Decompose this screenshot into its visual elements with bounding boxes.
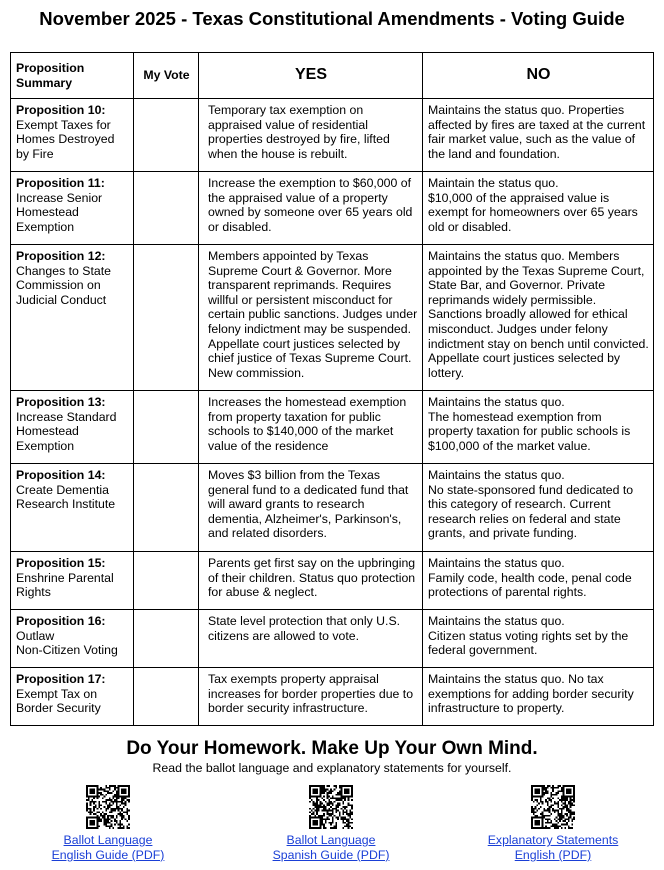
proposition-name: Increase Senior Homestead Exemption — [16, 190, 103, 234]
yes-description: Moves $3 billion from the Texas general fund to a dedicated fund that will award grants to research dementia, Alzheimer's, Parkinson's, and related disorders. — [199, 464, 423, 552]
proposition-number: Proposition 16: — [16, 614, 106, 628]
resource-link[interactable] — [453, 833, 653, 863]
my-vote-cell[interactable] — [134, 99, 199, 172]
proposition-number: Proposition 13: — [16, 395, 106, 409]
yes-description: Increases the homestead exemption from property taxation for public schools to $140,000 of the market value of the residence — [199, 391, 423, 464]
table-row — [11, 245, 654, 391]
footer — [0, 738, 664, 775]
proposition-number: Proposition 17: — [16, 672, 106, 686]
no-description: Maintains the status quo. Citizen status voting rights set by the federal government. — [423, 610, 654, 668]
proposition-number: Proposition 15: — [16, 556, 106, 570]
proposition-name: Create Dementia Research Institute — [16, 482, 116, 512]
my-vote-cell[interactable] — [134, 610, 199, 668]
header-summary: Proposition Summary — [11, 53, 134, 99]
proposition-number: Proposition 14: — [16, 468, 106, 482]
qr-code-icon[interactable] — [309, 785, 353, 829]
table-row — [11, 172, 654, 245]
proposition-name: Changes to State Commission on Judicial Conduct — [16, 263, 112, 307]
footer-heading: Do Your Homework. Make Up Your Own Mind. — [126, 738, 538, 759]
proposition-name: Enshrine Parental Rights — [16, 570, 114, 600]
no-description: Maintains the status quo. Members appointed by the Texas Supreme Court, State Bar, and Governor. Private reprimands widely permissible. Sanctions broadly allowed for ethical misconduct. Judges under felony indictment stay on bench until convicted. Appellate court justices selected by lottery. — [423, 245, 654, 391]
proposition-summary — [11, 610, 134, 668]
table-row — [11, 99, 654, 172]
table-row — [11, 552, 654, 610]
resource-link-block — [453, 785, 653, 863]
link-line-2: Spanish Guide (PDF) — [272, 848, 390, 862]
yes-description: Temporary tax exemption on appraised value of residential properties destroyed by fire, lifted when the house is rebuilt. — [199, 99, 423, 172]
proposition-summary — [11, 391, 134, 464]
yes-description: State level protection that only U.S. citizens are allowed to vote. — [199, 610, 423, 668]
resource-link[interactable] — [8, 833, 208, 863]
no-description: Maintains the status quo. The homestead exemption from property taxation for public schools is $100,000 of the market value. — [423, 391, 654, 464]
table-row — [11, 668, 654, 726]
my-vote-cell[interactable] — [134, 391, 199, 464]
proposition-number: Proposition 10: — [16, 103, 106, 117]
no-description: Maintains the status quo. No state-sponsored fund dedicated to this category of research. Current research relies on federal and state grants, and private funding. — [423, 464, 654, 552]
link-line-2: English (PDF) — [514, 848, 592, 862]
my-vote-cell[interactable] — [134, 245, 199, 391]
qr-code-icon[interactable] — [86, 785, 130, 829]
yes-description: Tax exempts property appraisal increases for border properties due to border security infrastructure. — [199, 668, 423, 726]
yes-description: Increase the exemption to $60,000 of the appraised value of a property owned by someone over 65 years old or disabled. — [199, 172, 423, 245]
footer-subheading: Read the ballot language and explanatory statements for yourself. — [152, 761, 512, 775]
yes-description: Members appointed by Texas Supreme Court & Governor. More transparent reprimands. Requires willful or persistent misconduct for certain public sanctions. Judges under felony indictment may be suspended. Appellate court justices selected by chief justice of Texas Supreme Court. New commission. — [199, 245, 423, 391]
link-line-2: English Guide (PDF) — [51, 848, 165, 862]
my-vote-cell[interactable] — [134, 552, 199, 610]
my-vote-cell[interactable] — [134, 464, 199, 552]
proposition-name: Outlaw Non-Citizen Voting — [16, 628, 118, 658]
no-description: Maintains the status quo. Properties affected by fires are taxed at the current fair market value, such as the value of the land and foundation. — [423, 99, 654, 172]
link-line-1: Ballot Language — [286, 833, 376, 847]
header-yes: YES — [199, 53, 423, 99]
proposition-summary — [11, 464, 134, 552]
proposition-summary — [11, 99, 134, 172]
resource-link-block — [231, 785, 431, 863]
no-description: Maintains the status quo. No tax exemptions for adding border security infrastructure to property. — [423, 668, 654, 726]
proposition-number: Proposition 12: — [16, 249, 106, 263]
proposition-name: Increase Standard Homestead Exemption — [16, 409, 117, 453]
my-vote-cell[interactable] — [134, 172, 199, 245]
link-line-1: Explanatory Statements — [487, 833, 619, 847]
table-row — [11, 610, 654, 668]
resource-link[interactable] — [231, 833, 431, 863]
proposition-summary — [11, 668, 134, 726]
my-vote-cell[interactable] — [134, 668, 199, 726]
table-row — [11, 464, 654, 552]
proposition-name: Exempt Taxes for Homes Destroyed by Fire — [16, 117, 115, 161]
header-my-vote: My Vote — [134, 53, 199, 99]
resource-link-block — [8, 785, 208, 863]
link-line-1: Ballot Language — [63, 833, 153, 847]
propositions-table — [10, 52, 654, 726]
table-header-row — [11, 53, 654, 99]
qr-code-icon[interactable] — [531, 785, 575, 829]
no-description: Maintain the status quo. $10,000 of the appraised value is exempt for homeowners over 65 years old or disabled. — [423, 172, 654, 245]
no-description: Maintains the status quo. Family code, health code, penal code protections of parental rights. — [423, 552, 654, 610]
header-no: NO — [423, 53, 654, 99]
table-row — [11, 391, 654, 464]
proposition-summary — [11, 245, 134, 391]
proposition-name: Exempt Tax on Border Security — [16, 686, 101, 716]
proposition-summary — [11, 552, 134, 610]
page-title: November 2025 - Texas Constitutional Amendments - Voting Guide — [39, 8, 625, 29]
proposition-number: Proposition 11: — [16, 176, 105, 190]
proposition-summary — [11, 172, 134, 245]
yes-description: Parents get first say on the upbringing of their children. Status quo protection for abuse & neglect. — [199, 552, 423, 610]
